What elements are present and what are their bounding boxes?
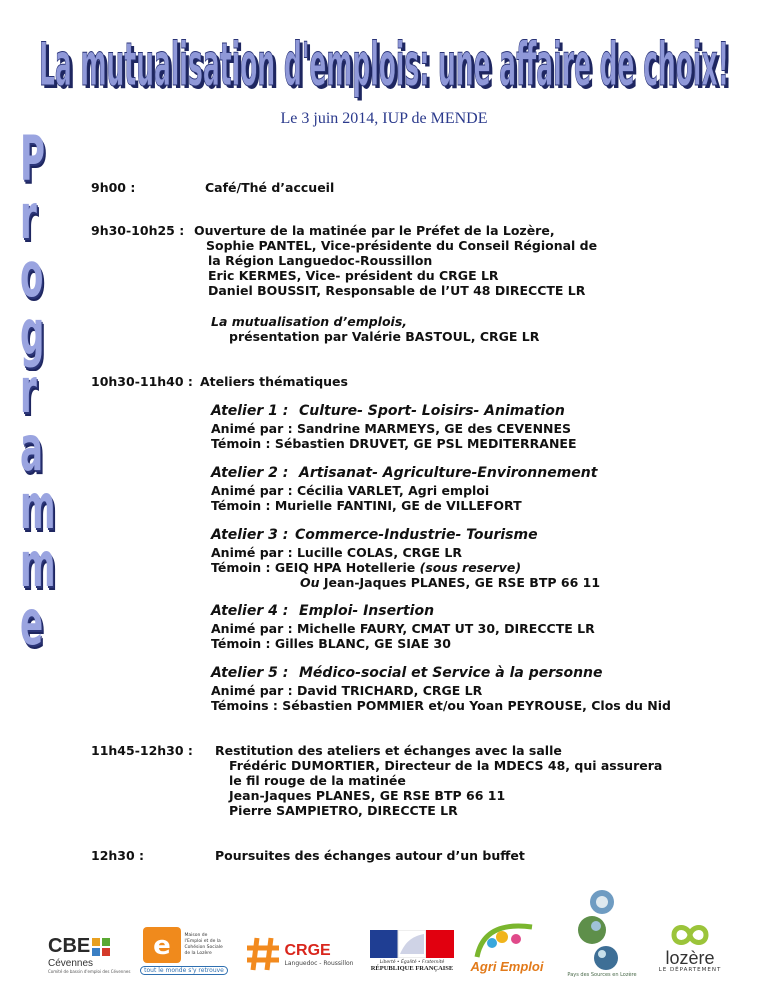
slot-line: Eric KERMES, Vice- président du CRGE LR <box>208 268 499 283</box>
slot-line: Daniel BOUSSIT, Responsable de l’UT 48 DIRECCTE LR <box>208 283 586 298</box>
pays-des-sources-text: Pays des Sources en Lozère <box>567 972 637 978</box>
slot-text: Ateliers thématiques <box>200 374 348 389</box>
slot-line: la Région Languedoc-Roussillon <box>208 253 433 268</box>
atelier-line: Témoin : Gilles BLANC, GE SIAE 30 <box>211 636 451 651</box>
presentation-speaker: présentation par Valérie BASTOUL, CRGE LR <box>229 329 540 344</box>
slot-line: Jean-Jaques PLANES, GE RSE BTP 66 11 <box>229 788 506 803</box>
agri-emploi-text: Agri Emploi <box>470 958 544 974</box>
atelier-number: Atelier 4 : <box>211 603 289 619</box>
lozere-sub: LE DÉPARTEMENT <box>658 967 722 973</box>
atelier-line: Animé par : Lucille COLAS, CRGE LR <box>211 545 463 560</box>
slot-time: 11h45-12h30 : <box>91 743 193 758</box>
atelier-line: Animé par : Michelle FAURY, CMAT UT 30, DIRECCTE LR <box>211 621 595 636</box>
slot-line: Frédéric DUMORTIER, Directeur de la MDECS 48, qui assurera <box>229 758 663 773</box>
slot-line: le fil rouge de la matinée <box>229 773 406 788</box>
slot-line: Ouverture de la matinée par le Préfet de la Lozère, <box>194 223 555 238</box>
maison-emploi-icon <box>142 926 182 964</box>
vertical-letter: o <box>20 238 44 311</box>
lozere-departement-logo <box>650 918 730 976</box>
atelier-line: Animé par : Sandrine MARMEYS, GE des CEVENNES <box>211 421 572 436</box>
atelier-number: Atelier 1 : <box>211 403 289 419</box>
slot-time: 9h30-10h25 : <box>91 223 185 238</box>
slot-line: Sophie PANTEL, Vice-présidente du Conseil Régional de <box>206 238 598 253</box>
vertical-letter: r <box>20 180 37 253</box>
crge-logo-text: CRGE <box>284 941 331 959</box>
atelier-line: Témoin : Murielle FANTINI, GE de VILLEFORT <box>211 498 522 513</box>
agri-emploi-icon <box>472 921 542 959</box>
crge-logo-sub: Languedoc - Roussillon <box>284 959 354 967</box>
agri-emploi-logo <box>462 918 552 976</box>
atelier-line: Animé par : David TRICHARD, CRGE LR <box>211 683 483 698</box>
atelier-line <box>300 575 600 590</box>
infinity-icon <box>666 921 714 949</box>
title-shadow: La mutualisation d'emplois: une affaire de choix! <box>42 33 732 103</box>
maison-emploi-text: Maison de l'Emploi et de la Cohésion Sociale de la Lozère <box>184 932 223 956</box>
atelier-theme: Emploi- Insertion <box>299 603 435 619</box>
slot-line: Pierre SAMPIETRO, DIRECCTE LR <box>229 803 458 818</box>
lozere-text: lozère <box>665 948 715 968</box>
cbe-cevennes-logo <box>48 932 132 976</box>
maison-emploi-logo <box>140 922 228 978</box>
atelier-theme: Culture- Sport- Loisirs- Animation <box>299 403 565 419</box>
rf-motto: Liberté • Égalité • Fraternité <box>379 960 445 965</box>
atelier-line: Animé par : Cécilia VARLET, Agri emploi <box>211 483 490 498</box>
puzzle-icon <box>90 936 112 958</box>
cbe-logo-sub: Cévennes <box>48 957 94 969</box>
crge-hash-icon <box>245 936 281 972</box>
svg-text:e: e <box>152 930 171 961</box>
marianne-flag-icon <box>370 930 454 958</box>
title-text: La mutualisation d'emplois: une affaire de choix! <box>39 30 729 100</box>
vertical-letter: m <box>20 470 56 543</box>
cbe-logo-small: Comité de bassin d'emploi des Cévennes <box>48 968 131 974</box>
slot-text: Café/Thé d’accueil <box>205 180 335 195</box>
vertical-letter: a <box>20 412 44 485</box>
atelier-theme: Commerce-Industrie- Tourisme <box>295 527 538 543</box>
landscape-photos-icon <box>572 888 632 972</box>
slot-time: 10h30-11h40 : <box>91 374 193 389</box>
vertical-letter: r <box>20 354 37 427</box>
vertical-letter: m <box>20 528 56 601</box>
vertical-letter: P <box>20 122 45 195</box>
atelier-theme: Artisanat- Agriculture-Environnement <box>299 465 598 481</box>
slot-time: 9h00 : <box>91 180 136 195</box>
rf-text: RÉPUBLIQUE FRANÇAISE <box>370 965 454 972</box>
atelier-line: Témoin : Sébastien DRUVET, GE PSL MEDITERRANEE <box>211 436 577 451</box>
atelier-theme: Médico-social et Service à la personne <box>299 665 603 681</box>
slot-line: Restitution des ateliers et échanges avec la salle <box>215 743 562 758</box>
atelier-number: Atelier 3 : <box>211 527 289 543</box>
vertical-letter: g <box>20 296 45 369</box>
maison-emploi-tagline: tout le monde s'y retrouve <box>140 966 228 975</box>
atelier-line: Témoins : Sébastien POMMIER et/ou Yoan PEYROUSE, Clos du Nid <box>211 698 671 713</box>
atelier-line-or: Ou <box>300 575 320 590</box>
atelier-line <box>211 560 521 575</box>
vertical-letter: e <box>20 586 44 659</box>
slot-time: 12h30 : <box>91 848 145 863</box>
program-title <box>0 20 768 110</box>
republique-francaise-logo <box>368 926 456 976</box>
pays-des-sources-logo <box>556 874 648 978</box>
presentation-title: La mutualisation d’emplois, <box>211 314 408 329</box>
atelier-line-part: Témoin : GEIQ HPA Hotellerie <box>211 560 420 575</box>
atelier-number: Atelier 2 : <box>211 465 289 481</box>
atelier-number: Atelier 5 : <box>211 665 289 681</box>
slot-text: Poursuites des échanges autour d’un buffet <box>215 848 525 863</box>
crge-logo <box>236 934 362 974</box>
atelier-line-part: Jean-Jaques PLANES, GE RSE BTP 66 11 <box>319 575 601 590</box>
cbe-logo-text: CBE <box>48 934 91 957</box>
event-date: Le 3 juin 2014, IUP de MENDE <box>280 110 488 127</box>
vertical-programme-word <box>20 122 80 659</box>
atelier-line-note: (sous reserve) <box>419 560 522 575</box>
